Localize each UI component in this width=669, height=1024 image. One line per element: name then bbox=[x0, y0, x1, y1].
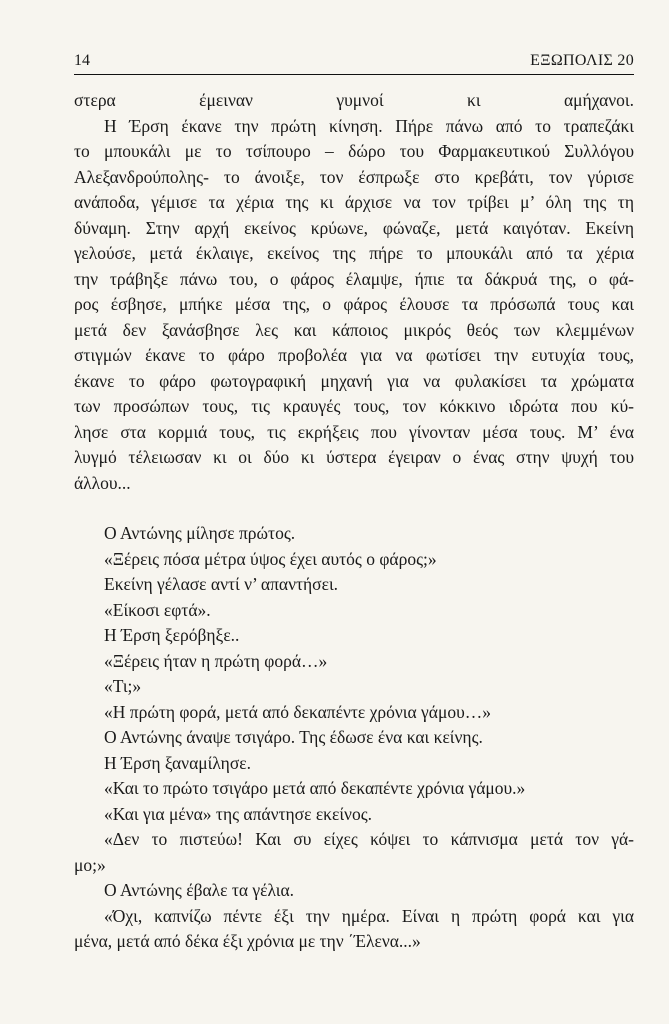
body-text bbox=[74, 88, 634, 955]
dialogue-line: «Και το πρώτο τσιγάρο μετά από δεκαπέντε χρόνια γάμου.» bbox=[104, 778, 526, 798]
dialogue-line-continued: μένα, μετά από δέκα έξι χρόνια με την ΄Έλενα...» bbox=[74, 931, 421, 951]
dialogue-line: Ο Αντώνης άναψε τσιγάρο. Της έδωσε ένα και κείνης. bbox=[104, 727, 483, 747]
dialogue-line-continued: μο;» bbox=[74, 854, 106, 875]
text-line: λυγμό τέλειωσαν κι οι δύο κι ύστερα έγειραν ο ένας στην ψυχή του bbox=[74, 447, 634, 467]
text-line: στιγμών έκανε το φάρο προβολέα για να φωτίσει την ευτυχία τους, bbox=[74, 345, 634, 365]
paragraph-last-line: άλλου... bbox=[74, 472, 131, 493]
text-line: το μπουκάλι με το τσίπουρο – δώρο του Φαρμακευτικού Συλλόγου bbox=[74, 141, 634, 161]
text-line: δύναμη. Στην αρχή εκείνος κρύωνε, φώναζε, μετά καιγόταν. Εκείνη bbox=[74, 217, 634, 238]
text-line: ρος έσβησε, μπήκε μέσα της, ο φάρος έλουσε τα πρόσωπά τους και bbox=[74, 294, 634, 314]
dialogue-line: Ο Αντώνης μίλησε πρώτος. bbox=[104, 523, 296, 543]
dialogue-line: «Τι;» bbox=[104, 676, 142, 696]
text-line: έκανε το φάρο φωτογραφική μηχανή για να φυλακίσει τα χρώματα bbox=[74, 370, 634, 391]
dialogue-line: Η Έρση ξαναμίλησε. bbox=[104, 752, 251, 773]
dialogue-line: «Όχι, καπνίζω πέντε έξι την ημέρα. Είναι η πρώτη φορά και για bbox=[104, 905, 634, 926]
text-line: στερα έμειναν γυμνοί κι αμήχανοι. bbox=[74, 90, 634, 110]
dialogue-line: «Είκοσι εφτά». bbox=[104, 599, 211, 620]
dialogue-line: «Η πρώτη φορά, μετά από δεκαπέντε χρόνια γάμου…» bbox=[104, 701, 491, 722]
page-header bbox=[74, 48, 634, 75]
dialogue-line: «Ξέρεις ήταν η πρώτη φορά…» bbox=[104, 650, 328, 671]
text-line: μετά δεν ξανάσβησε λες και κάποιος μικρός θεός των κλεμμένων bbox=[74, 319, 634, 340]
text-line: των προσώπων τους, τις κραυγές τους, τον κόκκινο ιδρώτα που κύ- bbox=[74, 396, 634, 416]
text-line: γελούσε, μετά έκλαιγε, εκείνος της πήρε το μπουκάλι από τα χέρια bbox=[74, 243, 634, 263]
dialogue-line: «Και για μένα» της απάντησε εκείνος. bbox=[104, 803, 373, 824]
page-number: 14 bbox=[74, 52, 90, 69]
dialogue-line: Εκείνη γέλασε αντί ν’ απαντήσει. bbox=[104, 574, 339, 594]
text-line: ανάποδα, γέμισε τα χέρια της κι άρχισε να τον τρίβει μ’ όλη της τη bbox=[74, 192, 634, 212]
dialogue-line: Η Έρση ξερόβηξε.. bbox=[104, 625, 240, 645]
dialogue-line: Ο Αντώνης έβαλε τα γέλια. bbox=[104, 880, 295, 900]
dialogue-line: «Ξέρεις πόσα μέτρα ύψος έχει αυτός ο φάρος;» bbox=[104, 548, 437, 569]
text-line: την τράβηξε πάνω του, ο φάρος έλαμψε, ήπιε τα δάκρυά της, ο φά- bbox=[74, 268, 634, 289]
paragraph-first-line: Η Έρση έκανε την πρώτη κίνηση. Πήρε πάνω από το τραπεζάκι bbox=[104, 115, 634, 136]
text-line: Αλεξανδρούπολης- το άνοιξε, τον έσπρωξε στο κρεβάτι, τον γύρισε bbox=[74, 166, 634, 187]
text-line: λησε στα κορμιά τους, τις εκρήξεις που γίνονταν μέσα τους. Μ’ ένα bbox=[74, 421, 634, 442]
paragraph-gap bbox=[74, 496, 634, 521]
running-head: ΕΞΩΠΟΛΙΣ 20 bbox=[530, 52, 634, 69]
dialogue-line: «Δεν το πιστεύω! Και συ είχες κόψει το κάπνισμα μετά τον γά- bbox=[104, 829, 634, 849]
